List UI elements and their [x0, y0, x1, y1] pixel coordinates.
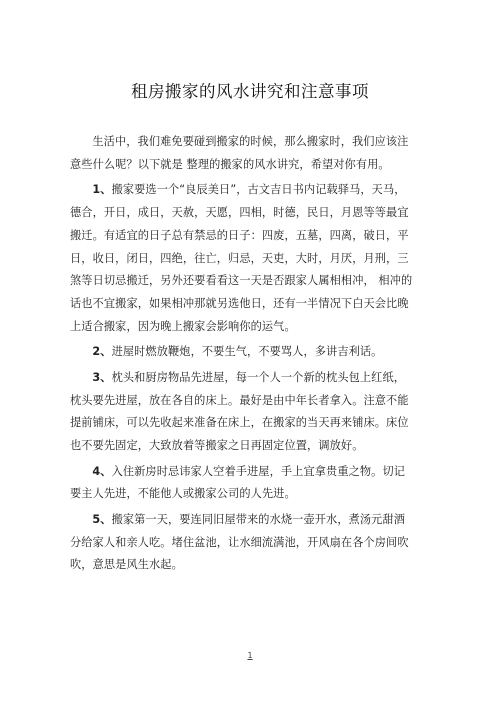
- item-number: 5、: [92, 512, 112, 526]
- list-item-2: [70, 341, 430, 364]
- list-item-3: [70, 367, 430, 390]
- item-line: 分给家人和亲人吃。堵住盆池，让水细流满池，开风扇在各个房间吹: [70, 535, 409, 549]
- intro-line: 生活中，我们难免要碰到搬家的时候，那么搬家时，我们应该注: [92, 135, 409, 148]
- page-number: [0, 651, 500, 660]
- item-text: 进屋时燃放鞭炮，不要生气，不要骂人，多讲吉利话。: [111, 345, 383, 359]
- document-body: [70, 131, 430, 577]
- document-title: 租房搬家的风水讲究和注意事项: [131, 82, 369, 101]
- item-line: 搬迁。有适宜的日子总有禁忌的日子：四废，五墓，四离，破日，平: [70, 228, 409, 242]
- page-number-text: 1: [247, 651, 253, 660]
- intro-line: 意些什么呢？以下就是 整理的搬家的风水讲究，希望对你有用。: [70, 157, 390, 171]
- item-line: 煞等日切忌搬迁，另外还要看看这一天是否跟家人属相相冲， 相冲的: [70, 274, 413, 288]
- list-item-5: [70, 509, 430, 532]
- item-text: 枕头和厨房物品先进屋，每一个人一个新的枕头包上红纸，: [111, 370, 406, 384]
- item-line: 上适合搬家，因为晚上搬家会影响你的运气。: [70, 319, 296, 333]
- item-line: 枕头要先进屋，放在各自的床上。最好是由中年长者拿入。注意不能: [70, 393, 409, 407]
- item-number: 4、: [92, 464, 112, 478]
- item-line: 要主人先进，不能他人或搬家公司的人先进。: [70, 487, 296, 501]
- item-number: 3、: [92, 370, 112, 384]
- item-text: 搬家第一天，要连同旧屋带来的水烧一壶开水，煮汤元甜酒: [111, 512, 406, 526]
- item-text: 搬家要选一个“良辰美日”，古文吉日书内记载驿马，天马，: [111, 183, 406, 197]
- list-item-4: [70, 461, 430, 484]
- item-line: 德合，开日，成日，天赦，天愿，四相，时德，民日，月恩等等最宜: [70, 205, 409, 219]
- item-line: 话也不宜搬家，如果相冲那就另选他日，还有一半情况下白天会比晚: [70, 297, 409, 311]
- item-line: 吹，意思是风生水起。: [70, 558, 183, 572]
- list-item-1: [70, 179, 430, 202]
- item-line: 日，收日，闭日，四绝，往亡，归忌，天吏，大时，月厌，月刑，三: [70, 251, 409, 265]
- item-text: 入住新房时忌讳家人空着手进屋，手上宜拿贵重之物。切记: [111, 464, 406, 478]
- item-line: 也不要先固定，大致放着等搬家之日再固定位置，调放好。: [70, 439, 364, 453]
- item-number: 2、: [92, 345, 112, 359]
- item-number: 1、: [92, 183, 112, 197]
- item-line: 提前铺床，可以先收起来准备在床上，在搬家的当天再来铺床。床位: [70, 416, 409, 430]
